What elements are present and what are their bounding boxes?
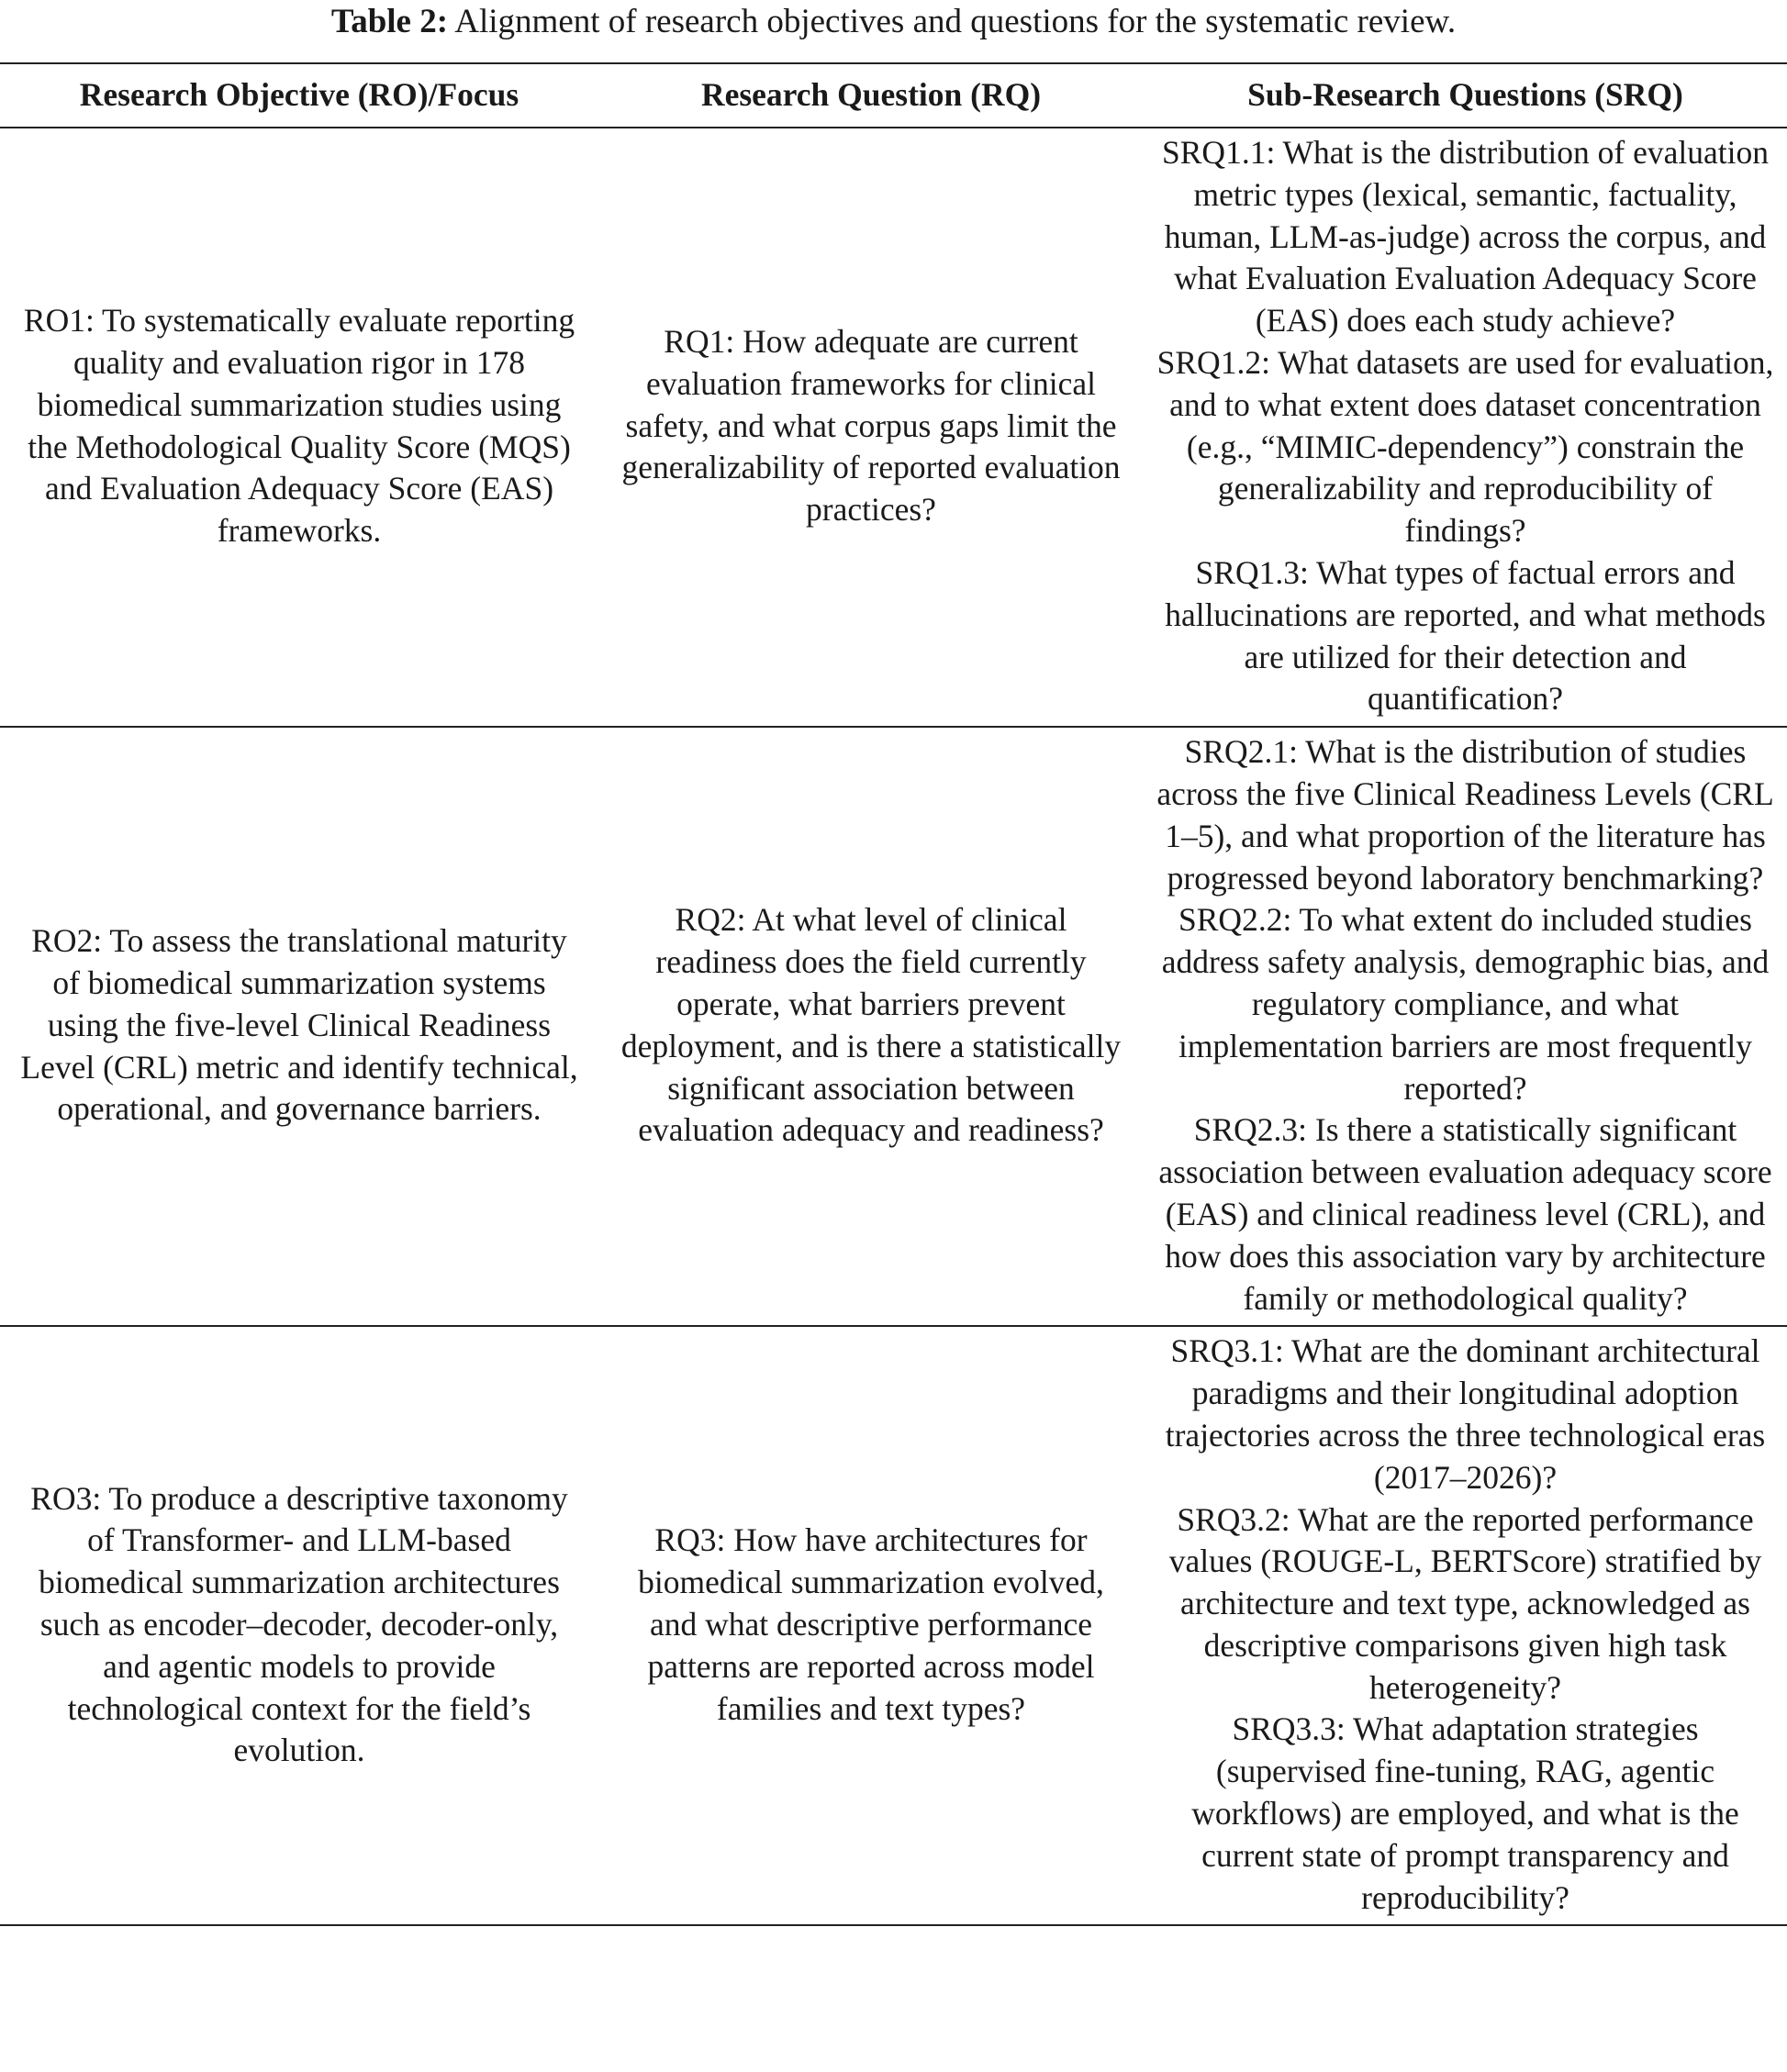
header-row bbox=[0, 63, 1787, 128]
srq-3-1: SRQ3.1: What are the dominant architectural paradigms and their longitudinal adoption trajectories across the three technological eras (2017–2026)? bbox=[1165, 1332, 1766, 1496]
header-sub-research-questions: Sub-Research Questions (SRQ) bbox=[1144, 63, 1787, 128]
alignment-table bbox=[0, 62, 1787, 1926]
srq-2-3: SRQ2.3: Is there a statistically significant association between evaluation adequacy score (EAS) and clinical readiness level (CRL), and how does this association vary by architecture family or methodological quality? bbox=[1158, 1111, 1772, 1317]
cell-rq2: RQ2: At what level of clinical readiness does the field currently operate, what barriers prevent deployment, and is there a statistically significant association between evaluation adequacy and readiness? bbox=[598, 727, 1144, 1326]
table-row-ro3 bbox=[0, 1326, 1787, 1925]
cell-rq3: RQ3: How have architectures for biomedical summarization evolved, and what descriptive performance patterns are reported across model families and text types? bbox=[598, 1326, 1144, 1925]
cell-srq3 bbox=[1144, 1326, 1787, 1925]
srq-2-2: SRQ2.2: To what extent do included studies address safety analysis, demographic bias, and regulatory compliance, and what implementation barriers are most frequently reported? bbox=[1161, 901, 1770, 1107]
table-caption bbox=[0, 0, 1787, 42]
table-body bbox=[0, 128, 1787, 1925]
cell-srq1 bbox=[1144, 128, 1787, 727]
cell-ro1: RO1: To systematically evaluate reporting quality and evaluation rigor in 178 biomedical summarization studies using the Methodological Quality Score (MQS) and Evaluation Adequacy Score (EAS) frameworks. bbox=[0, 128, 598, 727]
srq-1-2: SRQ1.2: What datasets are used for evaluation, and to what extent does dataset concentration (e.g., “MIMIC-dependency”) constrain the generalizability and reproducibility of findings? bbox=[1156, 343, 1774, 550]
srq-1-3: SRQ1.3: What types of factual errors and hallucinations are reported, and what methods are utilized for their detection and quantification? bbox=[1165, 553, 1766, 718]
srq-2-1: SRQ2.1: What is the distribution of studies across the five Clinical Readiness Levels (CRL 1–5), and what proportion of the literature has progressed beyond laboratory benchmarking? bbox=[1156, 733, 1774, 897]
srq-3-3: SRQ3.3: What adaptation strategies (supervised fine-tuning, RAG, agentic workflows) are employed, and what is the current state of prompt transparency and reproducibility? bbox=[1191, 1710, 1739, 1916]
srq-3-2: SRQ3.2: What are the reported performance values (ROUGE-L, BERTScore) stratified by architecture and text type, acknowledged as descriptive comparisons given high task heterogeneity? bbox=[1168, 1500, 1762, 1706]
caption-label: Table 2: bbox=[330, 3, 449, 40]
header-research-objective: Research Objective (RO)/Focus bbox=[0, 63, 598, 128]
caption-text: Alignment of research objectives and questions for the systematic review. bbox=[448, 3, 1457, 40]
cell-srq2 bbox=[1144, 727, 1787, 1326]
header-research-question: Research Question (RQ) bbox=[598, 63, 1144, 128]
srq-1-1: SRQ1.1: What is the distribution of evaluation metric types (lexical, semantic, factuality, human, LLM-as-judge) across the corpus, and what Evaluation Evaluation Adequacy Score (EAS) does each study achieve? bbox=[1162, 134, 1769, 340]
table-row-ro1 bbox=[0, 128, 1787, 727]
table-header bbox=[0, 63, 1787, 128]
cell-rq1: RQ1: How adequate are current evaluation frameworks for clinical safety, and what corpus gaps limit the generalizability of reported evaluation practices? bbox=[598, 128, 1144, 727]
cell-ro2: RO2: To assess the translational maturity of biomedical summarization systems using the five-level Clinical Readiness Level (CRL) metric and identify technical, operational, and governance barriers. bbox=[0, 727, 598, 1326]
table-row-ro2 bbox=[0, 727, 1787, 1326]
cell-ro3: RO3: To produce a descriptive taxonomy of Transformer- and LLM-based biomedical summarization architectures such as encoder–decoder, decoder-only, and agentic models to provide technological context for the field’s evolution. bbox=[0, 1326, 598, 1925]
